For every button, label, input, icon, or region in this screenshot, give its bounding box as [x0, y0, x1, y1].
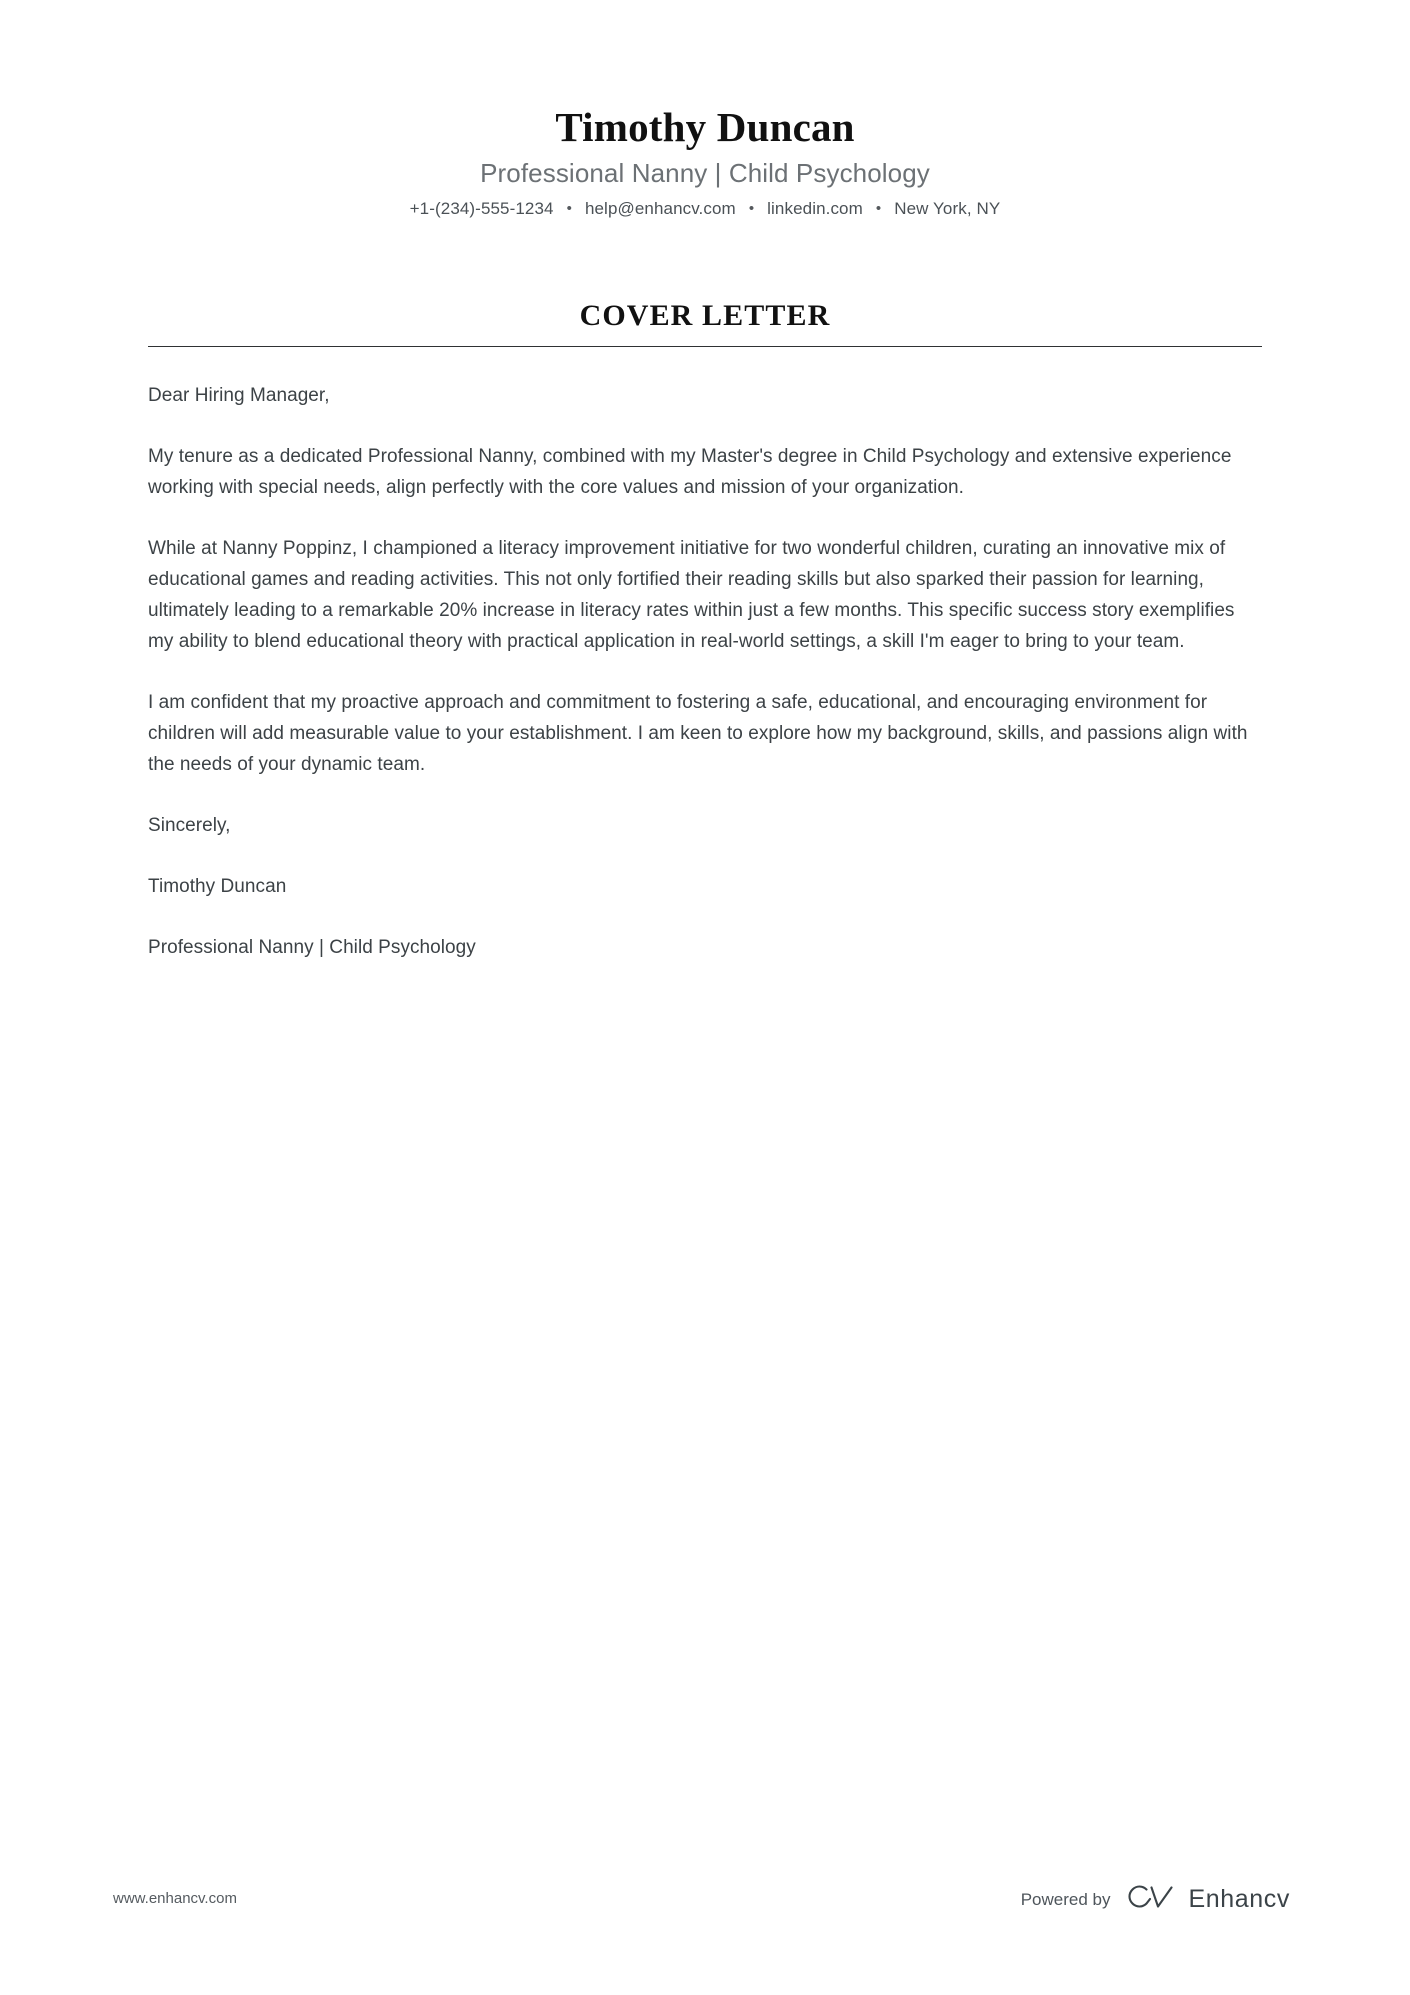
candidate-title: Professional Nanny | Child Psychology	[480, 158, 930, 189]
contact-phone[interactable]: +1-(234)-555-1234	[409, 199, 554, 219]
letter-salutation: Dear Hiring Manager,	[148, 385, 330, 407]
letter-paragraph: While at Nanny Poppinz, I championed a literacy improvement initiative for two wonderful children, curating an innovative mix of educational games and reading activities. This not only fortified their reading skills but also sparked their passion for learning, ultimately leading to a remarkable 20% increase in literacy rates within just a few months. This specific success story exemplifies my ability to blend educational theory with practical application in real-world settings, a skill I'm eager to bring to your team.	[148, 538, 1235, 653]
document-header	[0, 0, 1410, 219]
contact-location: New York, NY	[894, 199, 1001, 219]
candidate-name: Timothy Duncan	[555, 104, 855, 150]
letter-body	[148, 347, 1262, 963]
contact-linkedin[interactable]: linkedin.com	[767, 199, 863, 219]
contact-line	[0, 199, 1410, 219]
enhancv-cv-infinity-icon	[1124, 1884, 1176, 1915]
contact-separator-icon: •	[748, 199, 755, 217]
section-title: COVER LETTER	[579, 299, 831, 333]
contact-email[interactable]: help@enhancv.com	[584, 199, 736, 219]
powered-by-label: Powered by	[1020, 1889, 1111, 1909]
contact-separator-icon: •	[566, 199, 572, 217]
footer-branding	[1021, 1884, 1290, 1915]
letter-paragraph: My tenure as a dedicated Professional Nanny, combined with my Master's degree in Child Psychology and extensive experience working with special needs, align perfectly with the core values and mission of your organization.	[148, 446, 1232, 499]
footer-website-link[interactable]: www.enhancv.com	[113, 1890, 237, 1907]
section-header	[148, 219, 1262, 347]
brand-name: Enhancv	[1188, 1885, 1290, 1913]
signature-title: Professional Nanny | Child Psychology	[148, 937, 476, 959]
letter-closing: Sincerely,	[148, 815, 231, 837]
signature-name: Timothy Duncan	[148, 876, 287, 898]
letter-paragraph: I am confident that my proactive approach and commitment to fostering a safe, educational, and encouraging environment for children will add measurable value to your establishment. I am keen to explore how my background, skills, and passions align with the needs of your dynamic team.	[148, 692, 1248, 776]
document-footer	[0, 1884, 1410, 1918]
contact-separator-icon: •	[875, 199, 882, 217]
